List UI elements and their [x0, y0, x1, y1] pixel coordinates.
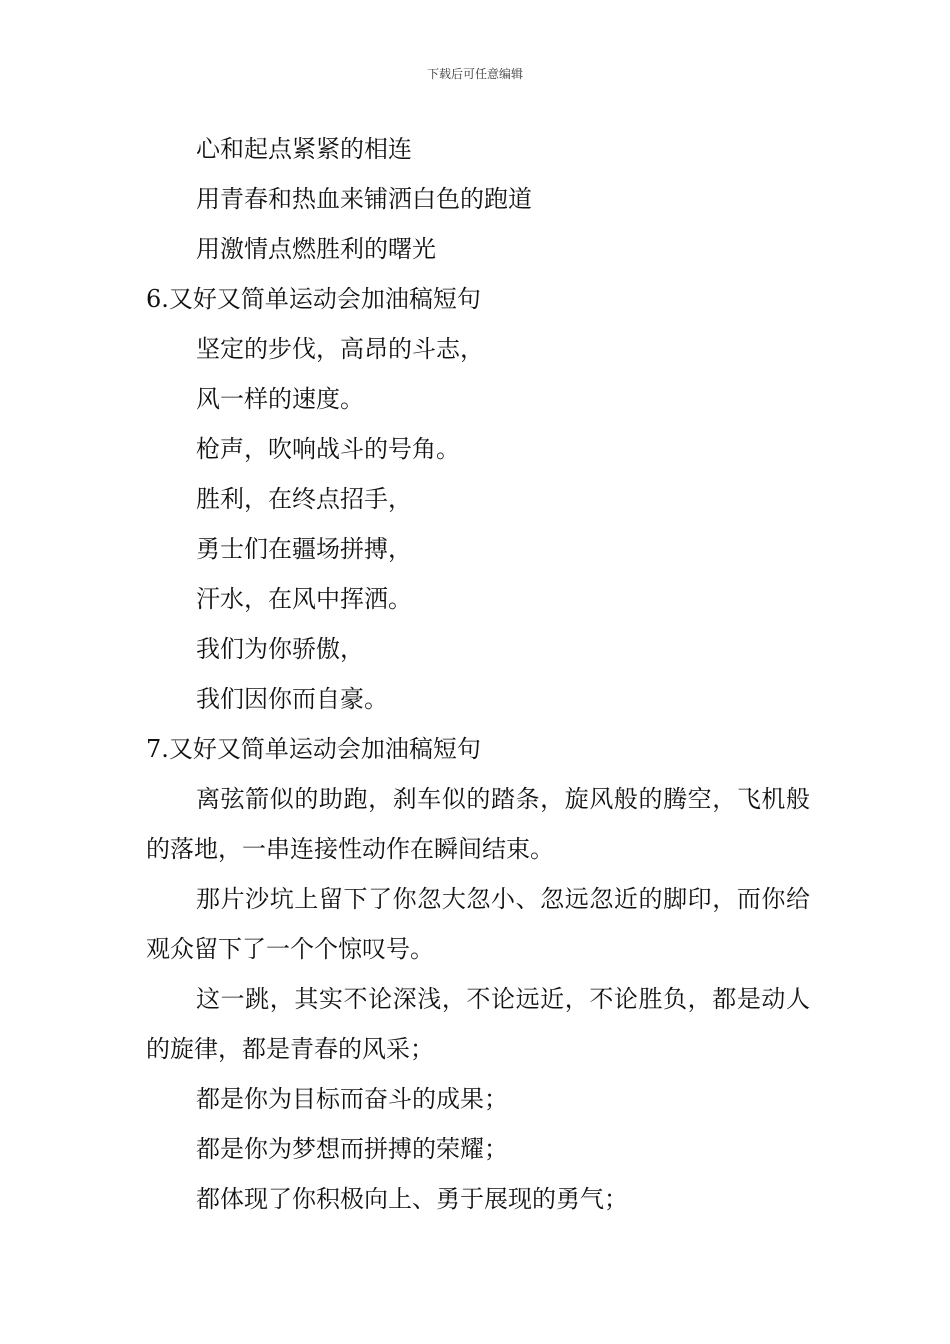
poem-line: 都是你为梦想而拼搏的荣耀；: [196, 1135, 508, 1163]
poem-line: 胜利，在终点招手，: [196, 485, 412, 513]
poem-line: 枪声，吹响战斗的号角。: [196, 435, 460, 463]
paragraph: 离弦箭似的助跑，刹车似的踏条，旋风般的腾空，飞机般的落地，一串连接性动作在瞬间结束。: [146, 785, 810, 863]
poem-line: 汗水，在风中挥洒。: [196, 585, 412, 613]
section-heading-6: 6.又好又简单运动会加油稿短句: [146, 285, 481, 313]
section-heading-7: 7.又好又简单运动会加油稿短句: [146, 735, 481, 763]
page-header: 下载后可任意编辑: [426, 67, 523, 81]
poem-line: 我们因你而自豪。: [196, 685, 388, 713]
poem-line: 我们为你骄傲，: [196, 635, 364, 663]
poem-line: 坚定的步伐，高昂的斗志，: [196, 335, 484, 363]
document-body: [146, 124, 810, 1224]
paragraph: 这一跳，其实不论深浅，不论远近，不论胜负，都是动人的旋律，都是青春的风采；: [146, 985, 810, 1063]
poem-line: 用激情点燃胜利的曙光: [196, 235, 436, 263]
poem-line: 心和起点紧紧的相连: [196, 135, 412, 163]
poem-line: 都是你为目标而奋斗的成果；: [196, 1085, 508, 1113]
poem-line: 用青春和热血来铺洒白色的跑道: [196, 185, 532, 213]
paragraph: 那片沙坑上留下了你忽大忽小、忽远忽近的脚印，而你给观众留下了一个个惊叹号。: [146, 885, 810, 963]
poem-line: 都体现了你积极向上、勇于展现的勇气；: [196, 1185, 628, 1213]
poem-line: 风一样的速度。: [196, 385, 364, 413]
poem-line: 勇士们在疆场拼搏，: [196, 535, 412, 563]
